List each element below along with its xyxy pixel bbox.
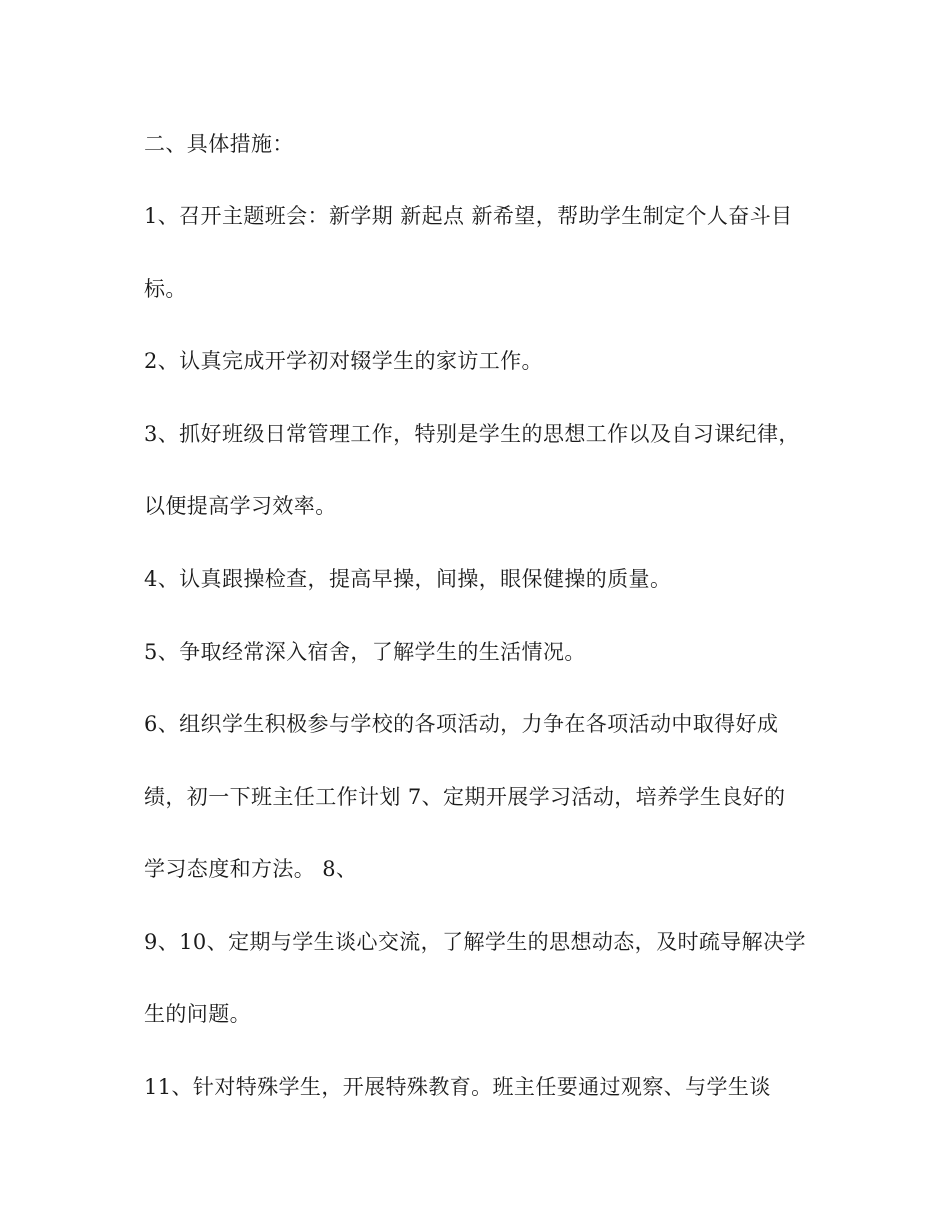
paragraph-line: 5、争取经常深入宿舍，了解学生的生活情况。 — [144, 640, 586, 664]
paragraph-line: 2、认真完成开学初对辍学生的家访工作。 — [144, 349, 543, 373]
paragraph-line: 11、针对特殊学生，开展特殊教育。班主任要通过观察、与学生谈 — [144, 1075, 771, 1099]
paragraph-line: 标。 — [144, 277, 187, 301]
section-heading: 二、具体措施： — [144, 132, 294, 156]
paragraph-line: 学习态度和方法。 8、 — [144, 857, 358, 881]
paragraph-line: 4、认真跟操检查，提高早操，间操，眼保健操的质量。 — [144, 567, 672, 591]
paragraph-line: 绩，初一下班主任工作计划 7、定期开展学习活动，培养学生良好的 — [144, 785, 786, 809]
paragraph-line: 以便提高学习效率。 — [144, 494, 337, 518]
paragraph-line: 3、抓好班级日常管理工作，特别是学生的思想工作以及自习课纪律， — [144, 422, 800, 446]
paragraph-line: 9、10、定期与学生谈心交流，了解学生的思想动态，及时疏导解决学 — [144, 930, 806, 954]
paragraph-line: 6、组织学生积极参与学校的各项活动，力争在各项活动中取得好成 — [144, 712, 779, 736]
paragraph-line: 1、召开主题班会：新学期 新起点 新希望，帮助学生制定个人奋斗目 — [144, 204, 793, 228]
paragraph-line: 生的问题。 — [144, 1002, 251, 1026]
